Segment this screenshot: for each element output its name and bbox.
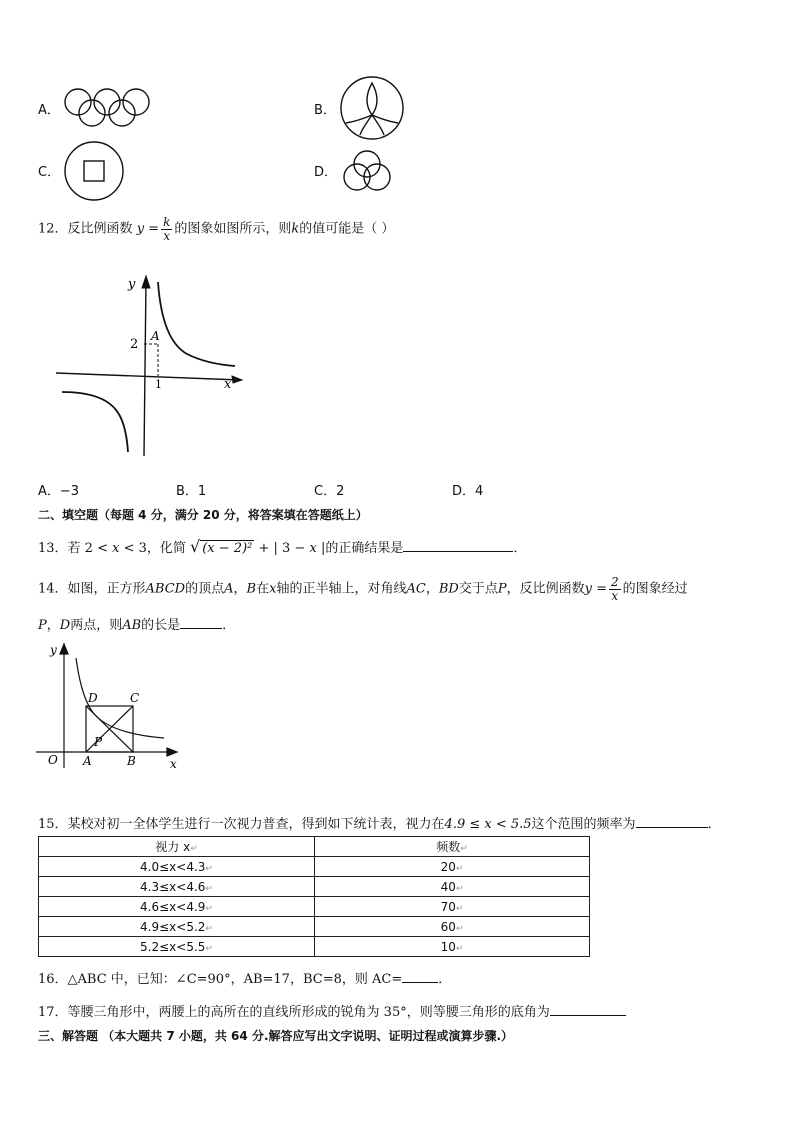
q12-axis-y: y [128, 277, 136, 292]
olympic-rings-figure [60, 86, 154, 130]
q12-axis-x: x [224, 377, 232, 392]
q12-point-a: A [151, 329, 160, 343]
section-2-title: 二、填空题（每题 4 分，满分 20 分，将答案填在答题纸上） [38, 508, 368, 522]
q14-fig-o: O [48, 753, 58, 767]
q13-text: 13．若 2 < x < 3，化简 √ (x − 2)² + | 3 − x |的正确结果是 ． [38, 537, 527, 556]
q12-option-a: A．−3 [38, 484, 80, 499]
header-vision: 视力 x↵ [39, 837, 315, 857]
table-row [39, 857, 590, 877]
table-cell: 4.0≤x<4.3↵ [39, 857, 315, 877]
table-cell: 40↵ [315, 877, 590, 897]
table-cell: 4.6≤x<4.9↵ [39, 897, 315, 917]
q12-text: 12．反比例函数 y = $\frac{k}{x}$ 的图象如图所示，则k的值可能是（ ） [38, 215, 395, 243]
q15-text: 15．某校对初一全体学生进行一次视力普查，得到如下统计表，视力在4.9 ≤ x < 5.5这个范围的频率为 ． [38, 817, 721, 832]
q14-line1: 14．如图，正方形ABCD的顶点A，B在x轴的正半轴上，对角线AC，BD交于点P，反比例函数y = $\frac{2}{x}$ 的图象经过 [38, 575, 688, 603]
table-cell: 4.3≤x<4.6↵ [39, 877, 315, 897]
option-a-label: A． [38, 103, 60, 118]
q14-fig-a: A [83, 754, 92, 768]
table-header-row [39, 837, 590, 857]
table-cell: 70↵ [315, 897, 590, 917]
q14-fig-d: D [88, 691, 98, 705]
coin-square-hole-figure [62, 140, 126, 202]
q12-option-b: B．1 [176, 484, 207, 499]
table-cell: 4.9≤x<5.2↵ [39, 917, 315, 937]
table-row [39, 897, 590, 917]
option-d-label: D． [314, 165, 338, 180]
table-cell: 10↵ [315, 937, 590, 957]
q14-fig-p: P [94, 735, 103, 749]
triquetra-figure [338, 146, 396, 194]
q12-tick-y: 2 [130, 337, 139, 352]
q14-line2: P，D两点，则AB的长是 ． [38, 618, 236, 633]
q16-text: 16．△ABC 中，已知：∠C=90°，AB=17，BC=8，则 AC= ． [38, 972, 452, 987]
table-cell: 5.2≤x<5.5↵ [39, 937, 315, 957]
q14-fig-c: C [130, 691, 140, 705]
table-cell: 60↵ [315, 917, 590, 937]
table-row [39, 877, 590, 897]
table-row [39, 937, 590, 957]
q14-fig-y: y [50, 643, 57, 657]
q12-hyperbola-graph [52, 270, 252, 460]
q17-text: 17．等腰三角形中，两腰上的高所在的直线所形成的锐角为 35°，则等腰三角形的底角为 [38, 1001, 626, 1020]
header-frequency: 频数↵ [315, 837, 590, 857]
circle-three-petals-figure [338, 75, 406, 141]
q14-fig-x: x [170, 757, 177, 771]
q14-fig-b: B [127, 754, 136, 768]
q14-square-figure [34, 640, 184, 772]
option-b-label: B． [314, 103, 336, 118]
q12-option-c: C．2 [314, 484, 345, 499]
section-3-title: 三、解答题 （本大题共 7 小题，共 64 分.解答应写出文字说明、证明过程或演算步骤.） [38, 1029, 514, 1043]
q15-table [38, 836, 590, 957]
option-c-label: C． [38, 165, 61, 180]
q12-tick-x: 1 [155, 378, 162, 391]
table-row [39, 917, 590, 937]
table-cell: 20↵ [315, 857, 590, 877]
q12-option-d: D．4 [452, 484, 484, 499]
